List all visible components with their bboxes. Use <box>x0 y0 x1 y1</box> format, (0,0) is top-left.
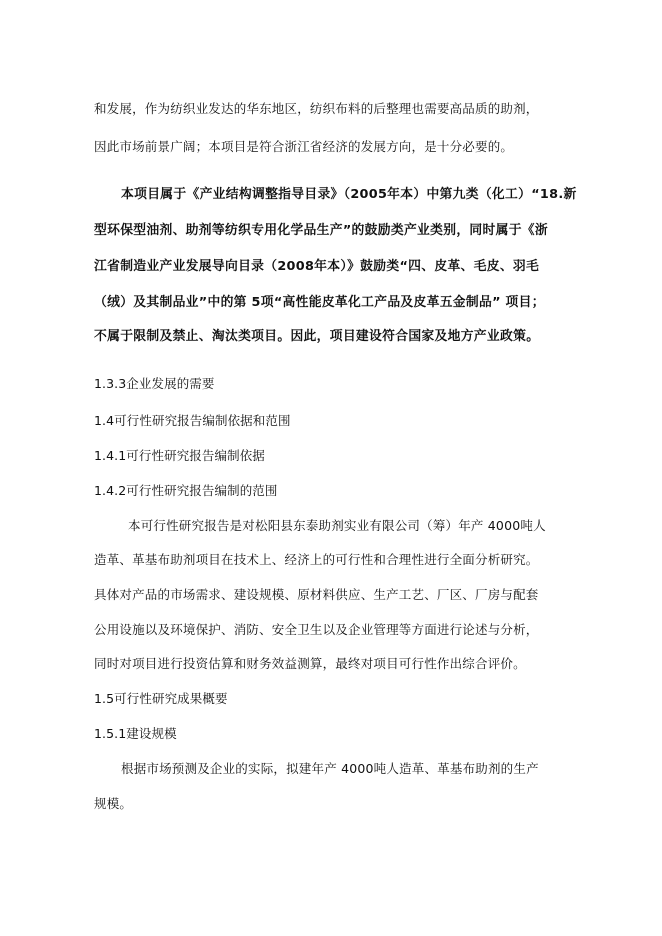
paragraph-2-line-3: 江省制造业产业发展导向目录（2008年本）》鼓励类“四、皮革、毛皮、羽毛 <box>94 259 540 274</box>
heading-1-4: 1.4可行性研究报告编制依据和范围 <box>94 413 291 428</box>
paragraph-1-line-2: 因此市场前景广阔；本项目是符合浙江省经济的发展方向，是十分必要的。 <box>94 139 514 154</box>
paragraph-3-line-1: 本可行性研究报告是对松阳县东泰助剂实业有限公司（筹）年产 4000吨人 <box>128 518 546 533</box>
paragraph-1-line-1: 和发展，作为纺织业发达的华东地区，纺织布料的后整理也需要高品质的助剂， <box>94 101 539 116</box>
paragraph-3-line-2: 造革、革基布助剂项目在技术上、经济上的可行性和合理性进行全面分析研究。 <box>94 552 539 567</box>
heading-1-5-1: 1.5.1建设规模 <box>94 726 177 741</box>
paragraph-3-line-4: 公用设施以及环境保护、消防、安全卫生以及企业管理等方面进行论述与分析， <box>94 622 539 637</box>
paragraph-2-line-4: （绒）及其制品业”中的第 5项“高性能皮革化工产品及皮革五金制品” 项目； <box>94 295 545 310</box>
paragraph-2-line-1: 本项目属于《产业结构调整指导目录》（2005年本）中第九类（化工）“18.新 <box>121 187 577 202</box>
heading-1-4-2: 1.4.2可行性研究报告编制的范围 <box>94 483 278 498</box>
heading-1-4-1: 1.4.1可行性研究报告编制依据 <box>94 448 265 463</box>
paragraph-2-line-2: 型环保型油剂、助剂等纺织专用化学品生产”的鼓励类产业类别，同时属于《浙 <box>94 223 549 238</box>
paragraph-2-line-5: 不属于限制及禁止、淘汰类项目。因此，项目建设符合国家及地方产业政策。 <box>94 329 540 344</box>
paragraph-3-line-5: 同时对项目进行投资估算和财务效益测算，最终对项目可行性作出综合评价。 <box>94 656 526 671</box>
paragraph-3-line-3: 具体对产品的市场需求、建设规模、原材料供应、生产工艺、厂区、厂房与配套 <box>94 587 539 602</box>
heading-1-5: 1.5可行性研究成果概要 <box>94 691 228 706</box>
heading-1-3-3: 1.3.3企业发展的需要 <box>94 376 215 391</box>
paragraph-4-line-1: 根据市场预测及企业的实际，拟建年产 4000吨人造革、革基布助剂的生产 <box>121 761 539 776</box>
paragraph-4-line-2: 规模。 <box>94 796 133 811</box>
